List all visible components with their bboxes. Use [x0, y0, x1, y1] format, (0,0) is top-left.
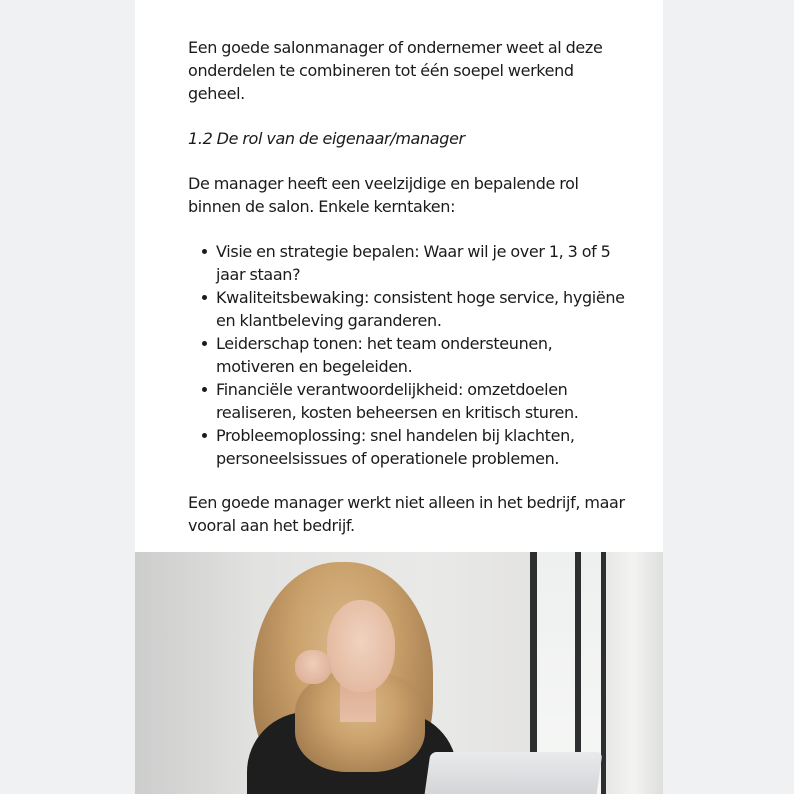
- article-body: [188, 36, 628, 559]
- document-page: [135, 0, 663, 794]
- task-list: [188, 240, 628, 470]
- task-list-item: Financiële verantwoordelijkheid: omzetdoelen realiseren, kosten beheersen en kritisch sturen.: [216, 378, 628, 424]
- photo-face: [327, 600, 395, 692]
- photo-hand: [295, 650, 331, 684]
- role-paragraph: De manager heeft een veelzijdige en bepalende rol binnen de salon. Enkele kerntaken:: [188, 174, 579, 216]
- woman-with-laptop-photo: [135, 552, 663, 794]
- task-list-item: Probleemoplossing: snel handelen bij klachten, personeelsissues of operationele problemen.: [216, 424, 628, 470]
- photo-wall-shadow: [135, 552, 255, 794]
- photo-window-frame: [601, 552, 606, 794]
- photo-laptop: [423, 752, 602, 794]
- photo-curtain: [605, 552, 663, 794]
- closing-paragraph: Een goede manager werkt niet alleen in het bedrijf, maar vooral aan het bedrijf.: [188, 493, 625, 535]
- intro-paragraph: Een goede salonmanager of ondernemer weet al deze onderdelen te combineren tot één soepel werkend geheel.: [188, 38, 603, 103]
- task-list-item: Visie en strategie bepalen: Waar wil je over 1, 3 of 5 jaar staan?: [216, 240, 628, 286]
- section-heading: 1.2 De rol van de eigenaar/manager: [188, 129, 465, 148]
- task-list-item: Leiderschap tonen: het team ondersteunen, motiveren en begeleiden.: [216, 332, 628, 378]
- task-list-item: Kwaliteitsbewaking: consistent hoge service, hygiëne en klantbeleving garanderen.: [216, 286, 628, 332]
